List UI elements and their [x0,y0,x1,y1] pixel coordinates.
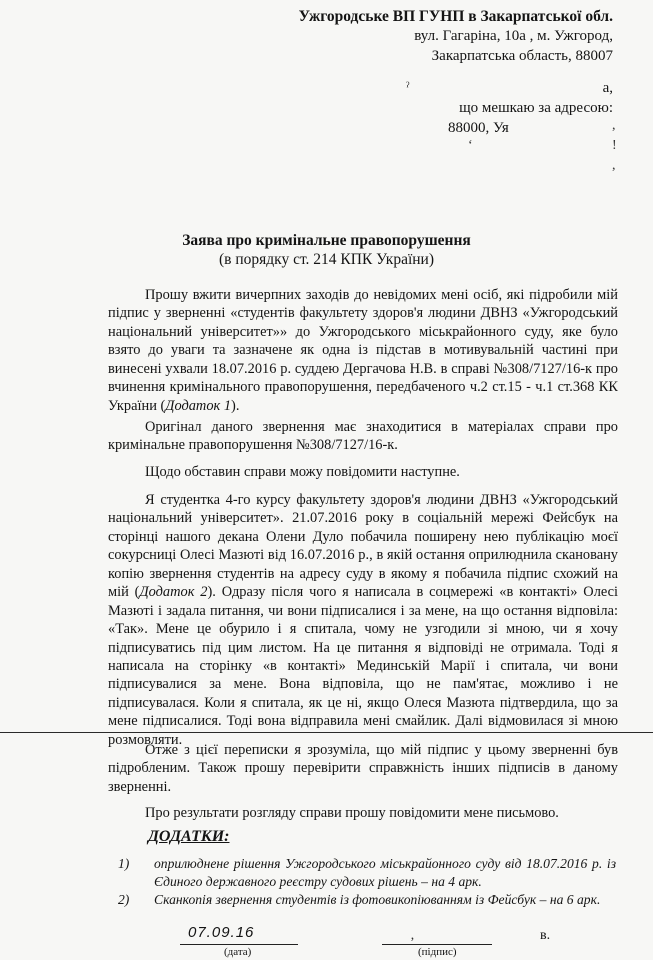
sender-postal: 88000, Уя [448,120,509,136]
recipient-region: Закарпатська область, 88007 [431,48,613,64]
recipient-street: вул. Гагаріна, 10а , м. Ужгород, [414,28,613,44]
signature-line [382,944,492,945]
date-caption: (дата) [224,946,252,958]
recipient-org: Ужгородське ВП ГУНП в Закарпатської обл. [298,8,613,25]
redacted-mark: ‘ [468,138,473,153]
signer-name: в. [540,928,551,943]
attachment-item: 2) Сканкопія звернення студентів із фотовикопіюванням із Фейсбук – на 6 арк. [118,892,601,907]
redacted-mark: ˀ [406,80,410,95]
paragraph-circumstances: Щодо обставин справи можу повідомити наступне. [145,464,460,480]
redacted-mark: , [612,158,616,173]
redacted-mark: ! [612,138,617,153]
document-subtitle: (в порядку ст. 214 КПК України) [218,251,435,268]
paragraph-original: Оригінал даного звернення має знаходитися в матеріалах справи про кримінальне правопорушення №308/7127/16-к. [108,419,618,454]
signature-date: 07.09.16 [188,924,255,941]
sender-residence: що мешкаю за адресою: [459,100,613,116]
document-title: Заява про кримінальне правопорушення [182,232,471,249]
paragraph-request: Прошу вжити вичерпних заходів до невідомих мені осіб, які підробили мій підпис у зверненні «студентів факультету здоров'я людини ДВНЗ «Ужгородський національний університет»» до Ужгородського міськрайонного суду, яке було взято до уваги та зазначене як одна із підстав в мотивувальній частині при винесені ухвали 18.07.2016 р. суддею Дергачова Н.В. в справі №308/7127/16-к про вчинення кримінального правопорушення, передбаченого ч.2 ст.15 - ч.1 ст.368 КК України (Додаток 1). [108,287,618,414]
redacted-mark: ‚ [410,928,415,943]
date-line [180,944,298,945]
paragraph-story: Я студентка 4-го курсу факультету здоров'я людини ДВНЗ «Ужгородський національний університет». 21.07.2016 року в соціальній мережі Фейсбук на сторінці нашого декана Олени Дуло побачила поширену нею публікацію моєї сокурсниці Олесі Мазюті від 16.07.2016 р., в якій остання оприлюднила скановану копію звернення студентів на адресу суду в якому я побачила підпис схожий на мій (Додаток 2). Одразу після чого я написала в соцмережі «в контакті» Олесі Мазюті і задала питання, чи вони підписалися і за мене, на що остання відповіла: «Так». Мене це обурило і я спитала, чому не узгодили зі мною, чи я хочу підписуватись під цим листом. На це питання я відповіді не отримала. Тоді я написала на сторінку «в контакті» Мединській Марії і спитала, чи вони підписувалися за мене. Вона відповіла, що не пам'ятає, можливо і не підписувалася. Коли я спитала, як це ні, якщо Олеся Мазюта підтвердила, що за мене підписалися. Тоді вона відправила мені смайлик. Далі відмовилася зі мною розмовляти. [108,492,619,748]
sender-name: а, [602,80,613,96]
divider-line [0,732,653,733]
attachments-heading: ДОДАТКИ: [148,828,230,845]
paragraph-conclusion: Отже з цієї переписки я зрозуміла, що мій підпис у цьому зверненні був підробленим. Також прошу перевірити справжність інших підписів в даному зверненні. [108,742,618,795]
paragraph-result: Про результати розгляду справи прошу повідомити мене письмово. [145,805,559,821]
attachment-item: 1) оприлюднене рішення Ужгородського міськрайонного суду від 18.07.2016 р. із Єдиного державного реєстру судових рішень – на 4 арк. [118,856,616,889]
redacted-mark: , [612,118,616,133]
signature-caption: (підпис) [418,946,457,958]
